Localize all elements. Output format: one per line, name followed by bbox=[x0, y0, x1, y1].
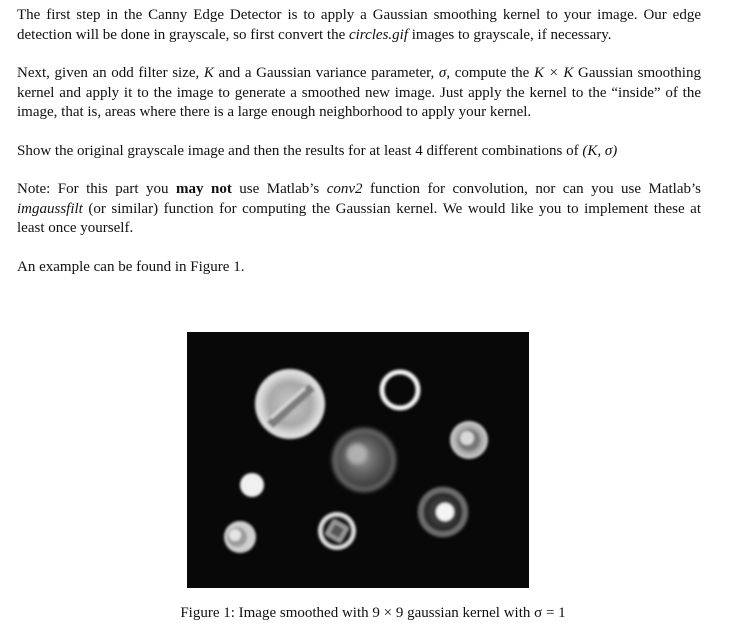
figure-image bbox=[187, 332, 529, 588]
paragraph-note bbox=[17, 180, 701, 239]
paragraph-kernel bbox=[17, 64, 701, 123]
text-run: The first step in the Canny Edge Detector is to apply a Gaussian smoothing kernel to your image. Our edge detection will be done in grayscale, so first convert the bbox=[17, 7, 701, 43]
paragraph-example: An example can be found in Figure 1. bbox=[17, 258, 245, 275]
text-run: , compute the bbox=[446, 65, 534, 81]
paragraph-intro bbox=[17, 6, 701, 45]
math-k-sigma: (K, σ) bbox=[582, 142, 618, 159]
text-run: function for convolution, nor can you use Matlab’s bbox=[362, 181, 702, 197]
function-name-imgaussfilt: imgaussfilt bbox=[17, 200, 83, 217]
paragraph-show bbox=[17, 142, 701, 162]
filename-text: circles.gif bbox=[348, 26, 408, 43]
bold-text: may not bbox=[176, 181, 232, 197]
smoothed-circles-image bbox=[187, 332, 529, 588]
text-run: and a Gaussian variance parameter, bbox=[213, 65, 439, 81]
text-run: Gaussian smoothing kernel and apply it to the image to generate a smoothed new image. Just apply the kernel to the “inside” of the image, that is, areas where there is a large enough neighborhood to apply your kernel. bbox=[17, 65, 701, 120]
math-kxk: K × K bbox=[533, 65, 574, 81]
text-run: images to grayscale, if necessary. bbox=[408, 26, 612, 43]
function-name-conv2: conv2 bbox=[326, 181, 363, 197]
text-run: (or similar) function for computing the Gaussian kernel. We would like you to implement these at least once yourself. bbox=[17, 200, 701, 236]
text-run: Note: For this part you bbox=[17, 181, 177, 197]
figure-caption: Figure 1: Image smoothed with 9 × 9 gaussian kernel with σ = 1 bbox=[180, 605, 566, 621]
text-run: Show the original grayscale image and then the results for at least 4 different combinations of bbox=[17, 142, 583, 159]
text-run: use Matlab’s bbox=[231, 181, 327, 197]
math-k: K bbox=[203, 65, 214, 81]
text-run: Next, given an odd filter size, bbox=[17, 65, 204, 81]
document-body bbox=[17, 6, 701, 277]
math-sigma: σ bbox=[438, 65, 447, 81]
